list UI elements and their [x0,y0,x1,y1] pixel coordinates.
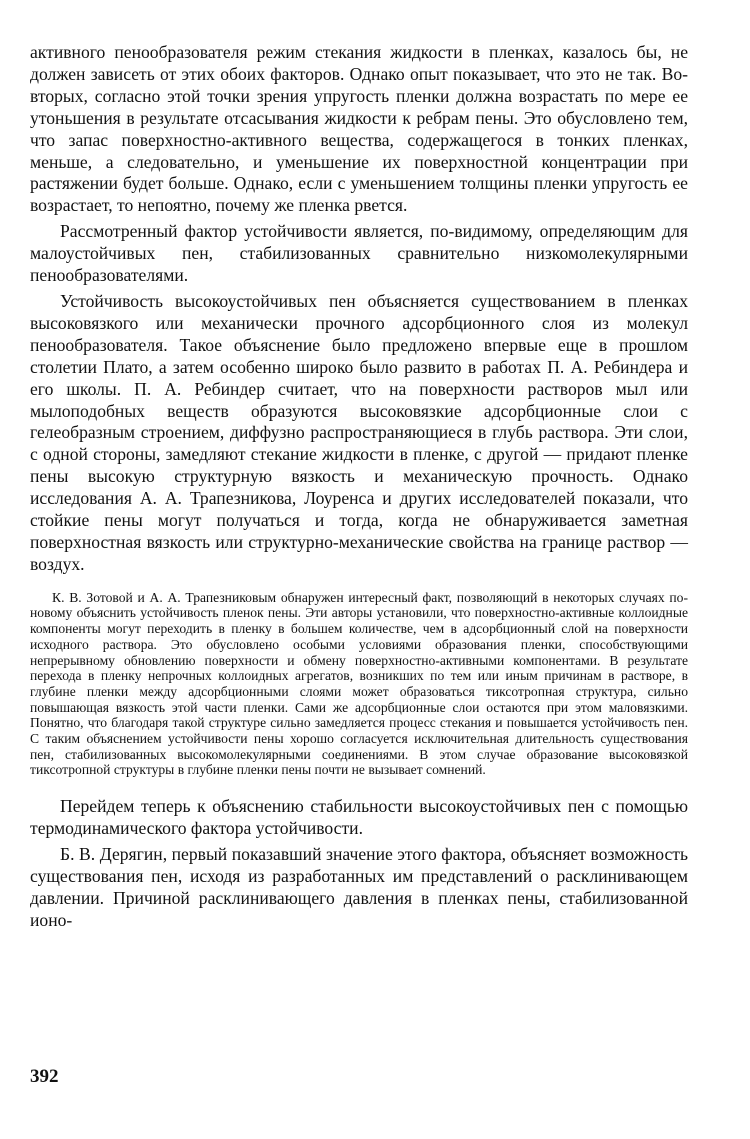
paragraph: Перейдем теперь к объяснению стабильности высокоустойчивых пен с помощью термодинамического фактора устойчивости. [30,796,688,839]
main-text [30,42,688,576]
paragraph: Устойчивость высокоустойчивых пен объясняется существованием в пленках высоковязкого или механически прочного адсорбционного слоя из молекул пенообразователя. Такое объяснение было предложено впервые еще в прошлом столетии Плато, а затем особенно широко было развито в работах П. А. Ребиндера и его школы. П. А. Ребиндер считает, что на поверхности растворов мыл или мылоподобных веществ образуются высоковязкие адсорбционные слои с гелеобразным строением, диффузно распространяющиеся в глубь раствора. Эти слои, с одной стороны, замедляют стекание жидкости в пленке, с другой — придают пленке пены высокую структурную вязкость и механическую прочность. Однако исследования А. А. Трапезникова, Лоуренса и других исследователей показали, что стойкие пены могут получаться и тогда, когда не обнаруживается заметная поверхностная вязкость или структурно-механические свойства на границе раствор — воздух. [30,290,688,574]
page-body [30,42,688,932]
page-number: 392 [30,1066,59,1087]
continued-text [30,796,688,931]
paragraph: Б. В. Дерягин, первый показавший значение этого фактора, объясняет возможность существования пен, исходя из разработанных им представлений о расклинивающем давлении. Причиной расклинивающего давления в пленках пены, стабилизованной ионо- [30,844,688,930]
paragraph: Рассмотренный фактор устойчивости является, по-видимому, определяющим для малоустойчивых пен, стабилизованных сравнительно низкомолекулярными пенообразователями. [30,221,688,286]
small-paragraph: К. В. Зотовой и А. А. Трапезниковым обнаружен интересный факт, позволяющий в некоторых случаях по-новому объяснить устойчивость пленок пены. Эти авторы установили, что поверхностно-активные коллоидные компоненты могут переходить в пленку в большем количестве, чем в адсорбционный слой на поверхности исходного раствора. Это обусловлено особыми условиями образования пленки, способствующими непрерывному обновлению поверхности и обмену поверхностно-активными компонентами. В результате перехода в пленку непрочных коллоидных агрегатов, возникших по тем или иным причинам в растворе, в глубине пленки между адсорбционными слоями может образоваться тиксотропная структура, сильно повышающая вязкость этой части пленки. Сами же адсорбционные слои остаются при этом маловязкими. Понятно, что благодаря такой структуре сильно замедляется процесс стекания и повышается устойчивость пен. С таким объяснением устойчивости пены хорошо согласуется исключительная длительность существования пен, стабилизованных высокомолекулярными соединениями. В этом случае образование высоковязкой тиксотропной структуры в глубине пленки пены почти не вызывает сомнений. [30,589,688,778]
paragraph: активного пенообразователя режим стекания жидкости в пленках, казалось бы, не должен зависеть от этих обоих факторов. Однако опыт показывает, что это не так. Во-вторых, согласно этой точки зрения упругость пленки должна возрастать по мере ее утоньшения в результате отсасывания жидкости к ребрам пены. Это обусловлено тем, что запас поверхностно-активного вещества, содержащегося в тонких пленках, меньше, а следовательно, и уменьшение их поверхностной концентрации при растяжении будет больше. Однако, если с уменьшением толщины пленки упругость ее возрастает, то непоятно, почему же пленка рвется. [30,42,688,216]
small-print-block [30,590,688,778]
